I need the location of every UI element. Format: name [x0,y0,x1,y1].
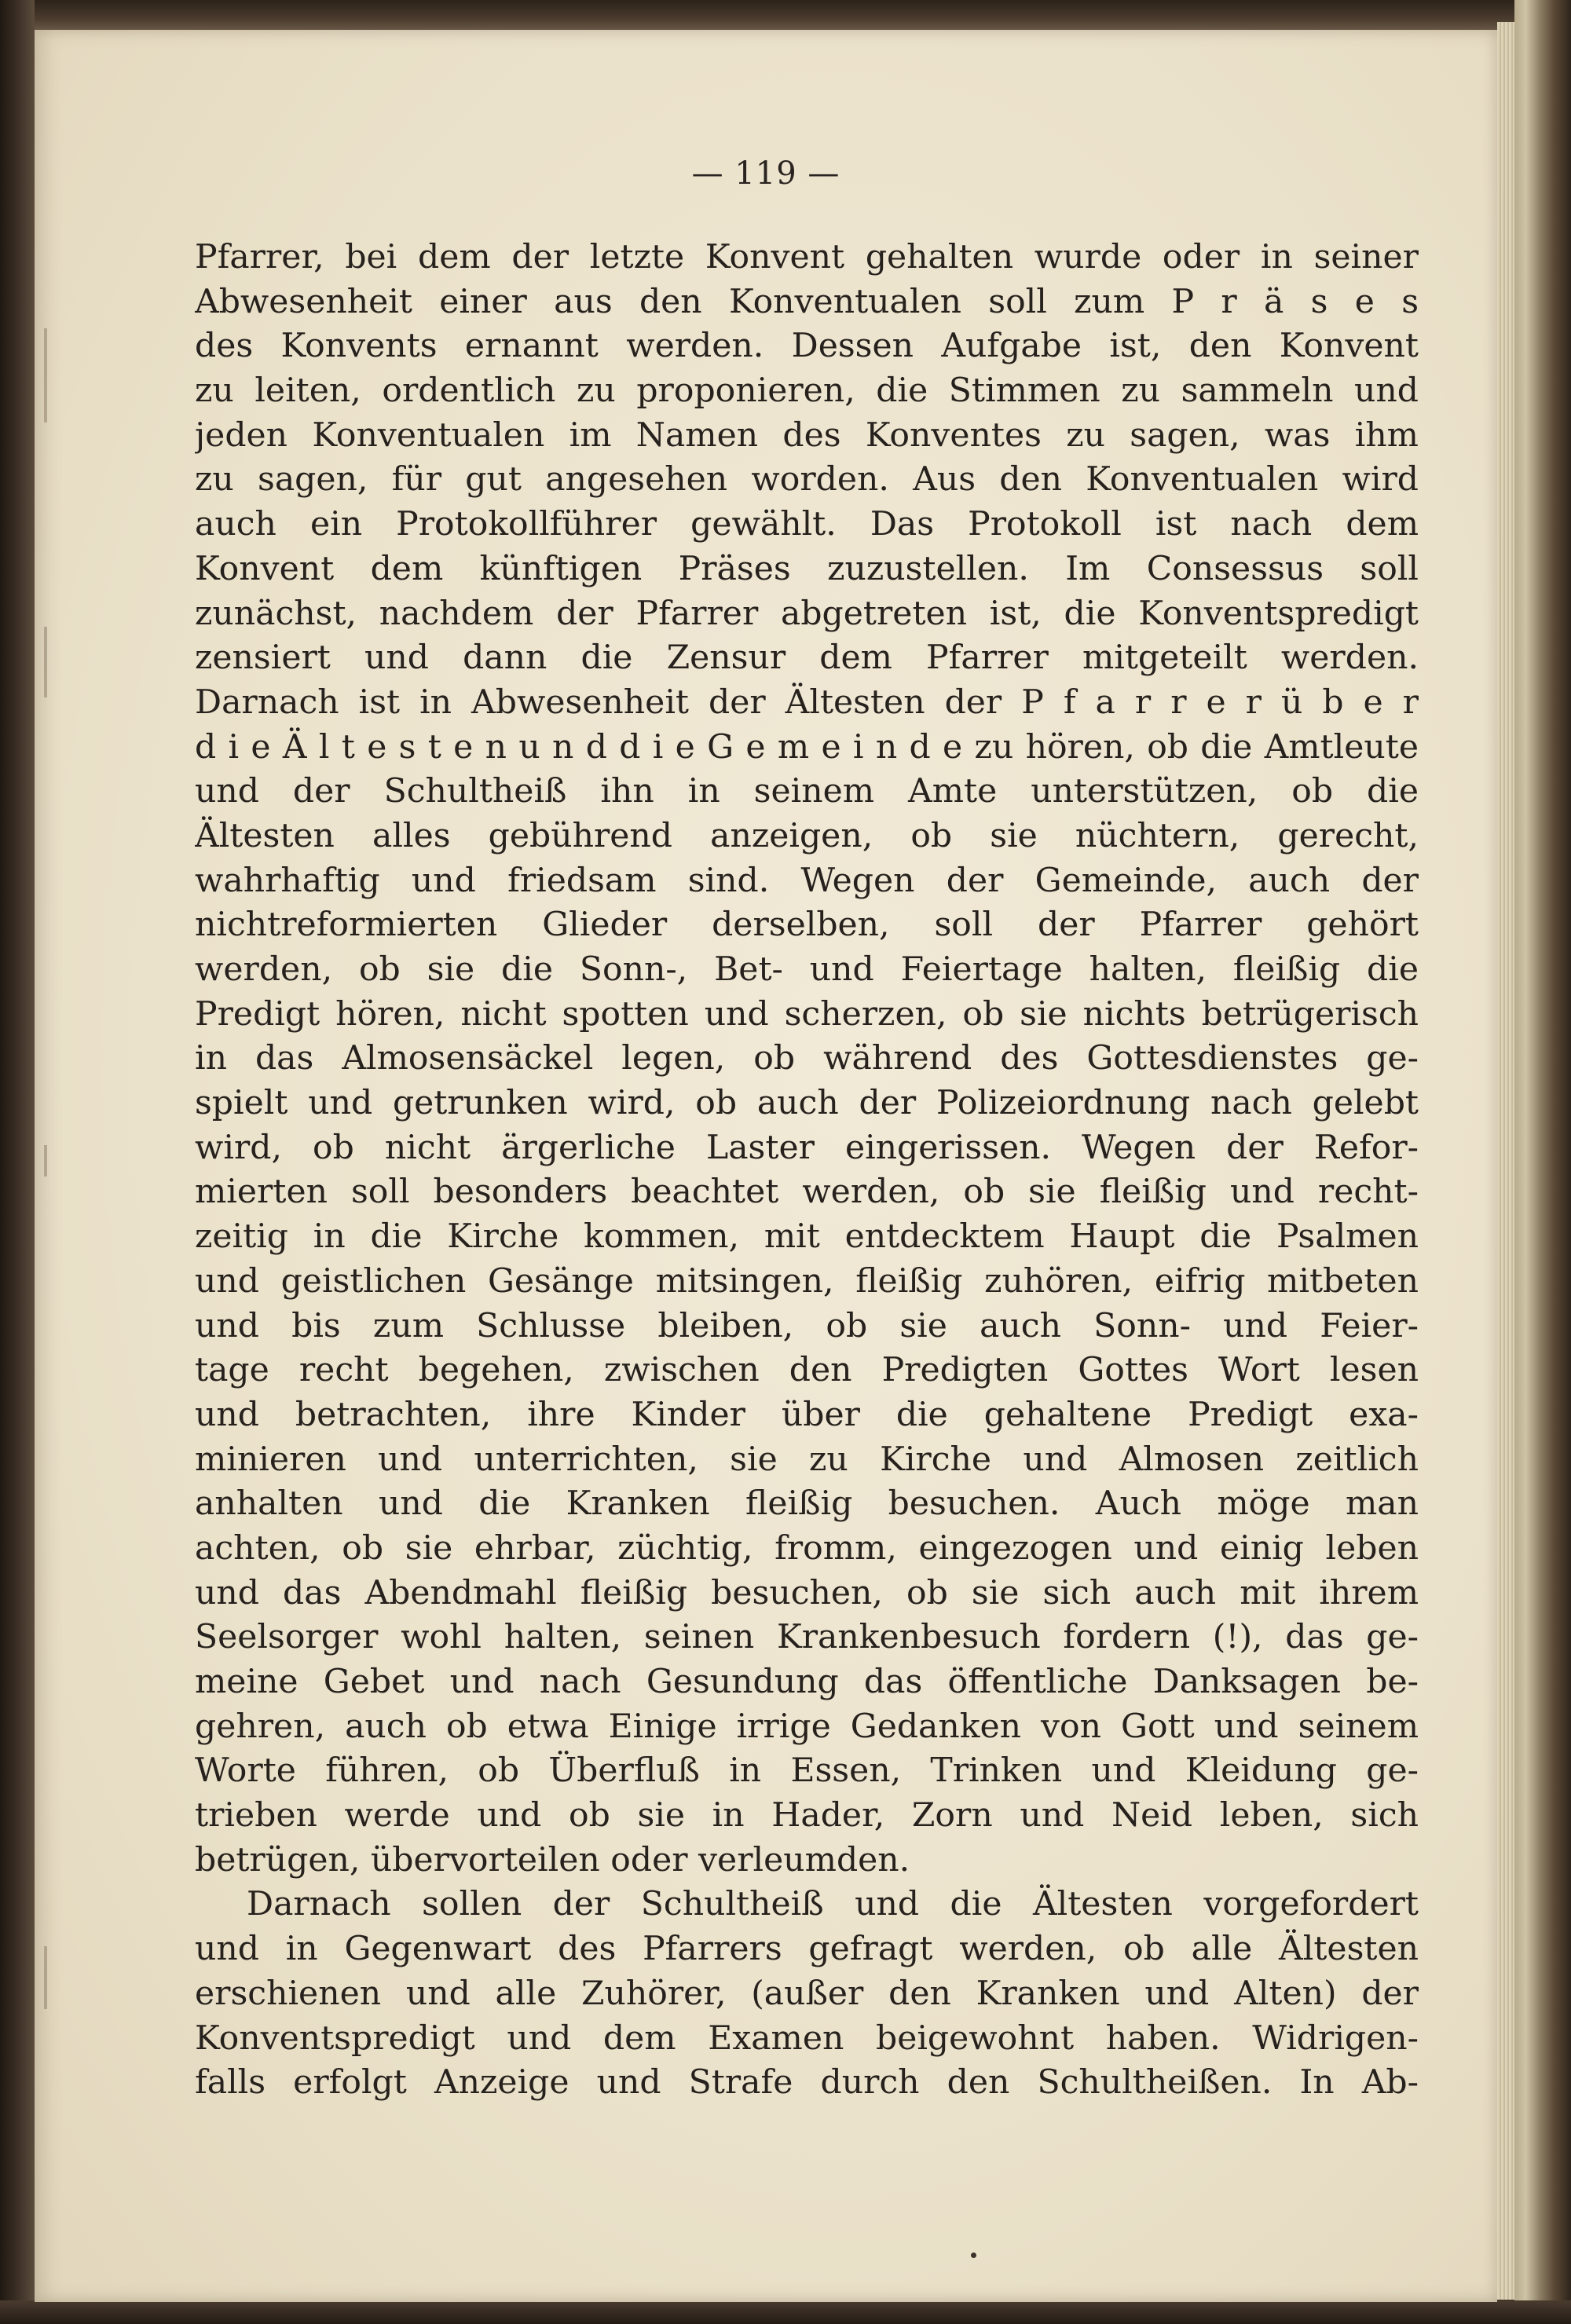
text-line: trieben werde und ob sie in Hader, Zorn und Neid leben, sich [195,1796,1419,1835]
book-edge-bottom [0,2300,1571,2324]
text-line: und betrachten, ihre Kinder über die gehaltene Predigt exa- [195,1395,1419,1434]
book-spine-edge [0,0,35,2324]
text-line: achten, ob sie ehrbar, züchtig, fromm, eingezogen und einig leben [195,1528,1419,1568]
text-line: Worte führen, ob Überfluß in Essen, Trinken und Kleidung ge- [195,1751,1419,1791]
text-line: Darnach ist in Abwesenheit der Ältesten der P f a r r e r ü b e r [195,683,1419,722]
text-line: nichtreformierten Glieder derselben, soll der Pfarrer gehört [195,906,1419,945]
book-edge-top [0,0,1571,31]
text-line: spielt und getrunken wird, ob auch der Polizeiordnung nach gelebt [195,1084,1419,1123]
text-line: zunächst, nachdem der Pfarrer abgetreten ist, die Konventspredigt [195,594,1419,633]
body-text [195,236,1419,2106]
margin-mark [44,1145,47,1177]
text-line: Konventspredigt und dem Examen beigewohnt haben. Widrigen- [195,2018,1419,2058]
text-line: tage recht begehen, zwischen den Predigten Gottes Wort lesen [195,1351,1419,1390]
paragraph-end-line: betrügen, übervorteilen oder verleumden. [195,1840,910,1879]
text-line: auch ein Protokollführer gewählt. Das Protokoll ist nach dem [195,505,1419,544]
text-line: zu leiten, ordentlich zu proponieren, die Stimmen zu sammeln und [195,371,1419,411]
text-line: Konvent dem künftigen Präses zuzustellen. Im Consessus soll [195,549,1419,588]
text-line: und bis zum Schlusse bleiben, ob sie auch Sonn- und Feier- [195,1306,1419,1345]
text-line: wahrhaftig und friedsam sind. Wegen der Gemeinde, auch der [195,861,1419,900]
text-line: jeden Konventualen im Namen des Konventes zu sagen, was ihm [195,415,1419,455]
text-line: zensiert und dann die Zensur dem Pfarrer mitgeteilt werden. [195,639,1419,678]
text-line: und in Gegenwart des Pfarrers gefragt werden, ob alle Ältesten [195,1930,1419,1969]
text-line: gehren, auch ob etwa Einige irrige Gedanken von Gott und seinem [195,1707,1419,1746]
text-line: Seelsorger wohl halten, seinen Krankenbesuch fordern (!), das ge- [195,1618,1419,1657]
text-line: minieren und unterrichten, sie zu Kirche und Almosen zeitlich [195,1440,1419,1479]
book-cover-edge [1514,0,1571,2324]
text-line: Abwesenheit einer aus den Konventualen soll zum P r ä s e s [195,282,1419,321]
margin-mark [44,627,47,697]
text-line: und der Schultheiß ihn in seinem Amte unterstützen, ob die [195,772,1419,811]
text-line: zu sagen, für gut angesehen worden. Aus den Konventualen wird [195,460,1419,500]
text-line: meine Gebet und nach Gesundung das öffentliche Danksagen be- [195,1663,1419,1701]
text-line: Ältesten alles gebührend anzeigen, ob sie nüchtern, gerecht, [195,816,1419,855]
text-line: anhalten und die Kranken fleißig besuchen. Auch möge man [195,1484,1419,1524]
text-line: Predigt hören, nicht spotten und scherzen, ob sie nichts betrügerisch [195,994,1419,1034]
text-line: falls erfolgt Anzeige und Strafe durch den Schultheißen. In Ab- [195,2063,1419,2103]
text-line: in das Almosensäckel legen, ob während des Gottesdienstes ge- [195,1039,1419,1078]
paragraph-start-line: Darnach sollen der Schultheiß und die Ältesten vorgefordert [247,1885,1419,1924]
margin-mark [44,328,47,423]
text-line: erschienen und alle Zuhörer, (außer den Kranken und Alten) der [195,1974,1419,2013]
text-line: Pfarrer, bei dem der letzte Konvent gehalten wurde oder in seiner [195,238,1419,276]
book-page [35,30,1497,2302]
print-speck [971,2253,976,2258]
text-line: zeitig in die Kirche kommen, mit entdecktem Haupt die Psalmen [195,1217,1419,1257]
text-line: werden, ob sie die Sonn-, Bet- und Feiertage halten, fleißig die [195,950,1419,989]
text-line: und geistlichen Gesänge mitsingen, fleißig zuhören, eifrig mitbeten [195,1261,1419,1301]
page-stack [1497,22,1514,2300]
text-line: d i e Ä l t e s t e n u n d d i e G e m e i n d e zu hören, ob die Amtleute [195,727,1419,767]
text-line: mierten soll besonders beachtet werden, ob sie fleißig und recht- [195,1173,1419,1212]
margin-mark [44,1946,47,2009]
page-number: — 119 — [691,156,840,192]
text-line: des Konvents ernannt werden. Dessen Aufgabe ist, den Konvent [195,327,1419,366]
text-line: und das Abendmahl fleißig besuchen, ob sie sich auch mit ihrem [195,1573,1419,1612]
text-line: wird, ob nicht ärgerliche Laster eingerissen. Wegen der Refor- [195,1128,1419,1167]
